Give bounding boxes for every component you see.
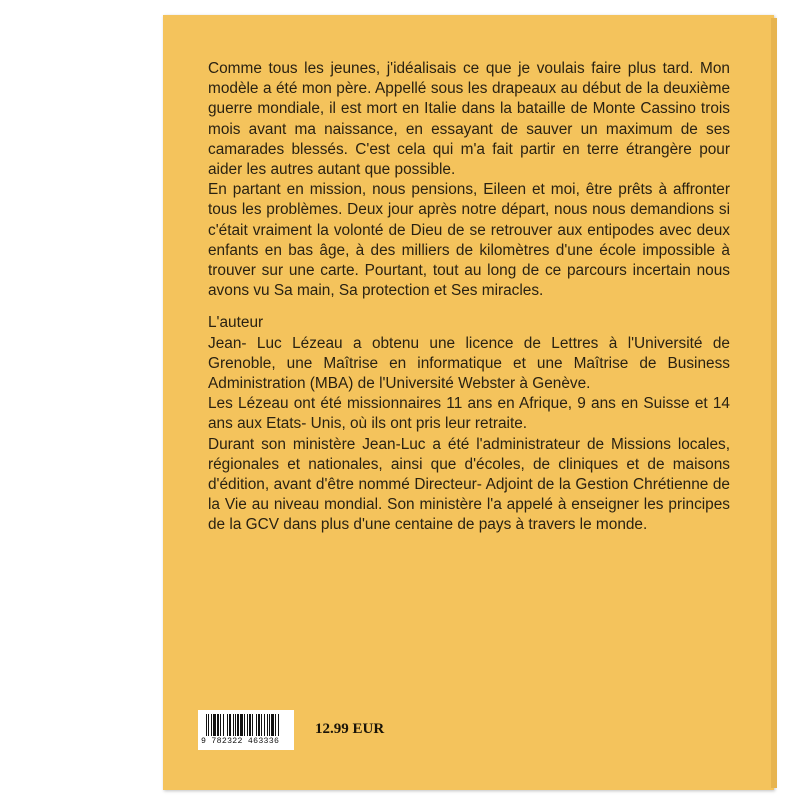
barcode-bar	[233, 714, 234, 736]
author-education: Jean- Luc Lézeau a obtenu une licence de Lettres à l'Université de Grenoble, une Maîtrise en informatique et une Maîtrise de Business Administration (MBA) de l'Université Webster à Genève.	[208, 334, 730, 393]
paragraph-mission: En partant en mission, nous pensions, Eileen et moi, être prêts à affronter tous les problèmes. Deux jour après notre départ, nous nous demandions si c'était vraiment la volonté de Dieu de se retrouver aux entipodes avec deux enfants en bas âge, à des milliers de kilomètres d'une école impossible à trouver sur une carte. Pourtant, tout au long de ce parcours incertain nous avons vu Sa main, Sa protection et Ses miracles.	[208, 181, 730, 300]
barcode-bar	[249, 714, 251, 736]
barcode-label	[198, 710, 294, 750]
barcode-bar	[227, 714, 228, 736]
barcode-bar	[213, 714, 216, 736]
back-cover-text	[208, 59, 730, 536]
author-heading: L'auteur	[208, 314, 264, 332]
barcode-bar	[237, 714, 239, 736]
barcode-bar	[252, 714, 253, 736]
barcode-bar	[211, 714, 212, 736]
barcode-bar	[244, 714, 245, 736]
barcode-icon	[206, 714, 286, 738]
barcode-bar	[223, 714, 224, 736]
book-edge	[771, 18, 777, 788]
isbn-number: 9 782322 463336	[201, 737, 280, 746]
barcode-bar	[256, 714, 257, 736]
barcode-bar	[247, 714, 248, 736]
barcode-bar	[229, 714, 231, 736]
paragraph-gap	[208, 301, 730, 313]
barcode-bar	[235, 714, 236, 736]
barcode-bar	[220, 714, 221, 736]
author-ministry: Durant son ministère Jean-Luc a été l'administrateur de Missions locales, régionales et nationales, ainsi que d'écoles, de cliniques et de maisons d'édition, avant d'être nommé Directeur- Adjoint de la Gestion Chrétienne de la Vie au niveau mondial. Son ministère l'a appelé à enseigner les principes de la GCV dans plus d'une centaine de pays à travers le monde.	[208, 435, 730, 534]
barcode-bar	[208, 714, 209, 736]
barcode-bar	[258, 714, 260, 736]
barcode-bar	[278, 714, 279, 736]
author-missions: Les Lézeau ont été missionnaires 11 ans en Afrique, 9 ans en Suisse et 14 ans aux Etats- Unis, où ils ont pris leur retraite.	[208, 395, 730, 433]
barcode-bar	[217, 714, 219, 736]
barcode-bar	[240, 714, 243, 736]
barcode-bar	[261, 714, 262, 736]
barcode-bar	[267, 714, 268, 736]
price: 12.99 EUR	[315, 721, 385, 737]
barcode-bar	[264, 714, 265, 736]
barcode-bar	[271, 714, 274, 736]
barcode-bar	[275, 714, 276, 736]
barcode-bar	[269, 714, 270, 736]
paragraph-intro: Comme tous les jeunes, j'idéalisais ce que je voulais faire plus tard. Mon modèle a été mon père. Appellé sous les drapeaux au début de la deuxième guerre mondiale, il est mort en Italie dans la bataille de Monte Cassino trois mois avant ma naissance, en essayant de sauver un maximum de ses camarades blessés. C'est cela qui m'a fait partir en terre étrangère pour aider les autres autant que possible.	[208, 60, 730, 179]
barcode-bar	[206, 714, 207, 736]
